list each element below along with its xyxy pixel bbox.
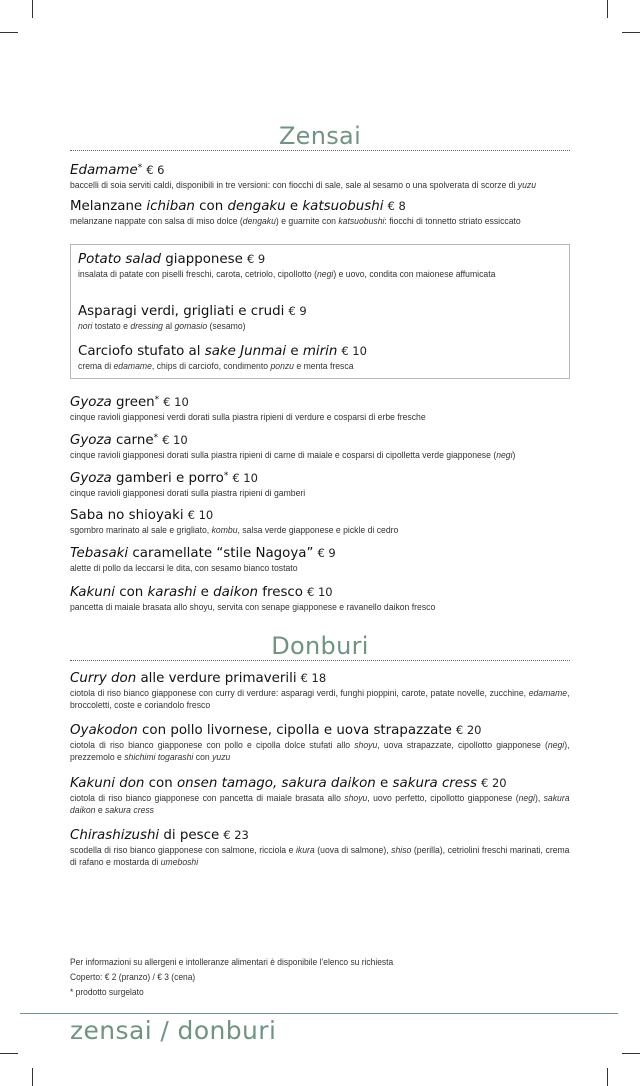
menu-item [70,775,570,817]
item-price: € 10 [341,344,367,358]
menu-item [70,545,570,575]
item-description: cinque ravioli giapponesi verdi dorati sulla piastra ripieni di verdure e cosparsi di erbe fresche [70,412,426,423]
item-name: Oyakodon con pollo livornese, cipolla e uova strapazzate € 20 [70,723,482,738]
item-name: Kakuni con karashi e daikon fresco € 10 [70,585,333,600]
frozen-note: * prodotto surgelato [70,986,144,997]
item-description: ciotola di riso bianco giapponese con pollo e cipolla dolce stufati allo shoyu, uova strapazzate, cipollotto giapponese (negi), prezzemolo e shichimi togarashi con yuzu [70,740,570,763]
menu-item [70,827,570,869]
menu-item [70,198,570,228]
featured-box [70,244,570,379]
section-divider [70,150,570,151]
crop-mark [32,0,33,18]
crop-mark [607,0,608,18]
item-description: scodella di riso bianco giapponese con salmone, ricciola e ikura (uova di salmone), shiso (perilla), cetriolini freschi marinati, crema di rafano e mostarda di umeboshi [70,845,570,868]
footer-divider [20,1013,618,1014]
item-name: Kakuni don con onsen tamago, sakura daikon e sakura cress € 20 [70,776,507,791]
item-name: Edamame* € 6 [70,163,165,178]
item-description: nori tostato e dressing al gomasio (sesamo) [78,321,246,332]
item-price: € 10 [187,508,214,522]
crop-mark [32,1068,33,1086]
item-description: cinque ravioli giapponesi dorati sulla piastra ripieni di carne di maiale e cosparsi di cipolletta verde giapponese (negi) [70,450,516,461]
item-name: Curry don alle verdure primaverili € 18 [70,671,327,686]
item-price: € 20 [481,776,507,790]
item-price: € 10 [162,433,188,447]
section-title-donburi: Donburi [271,632,369,660]
item-price: € 9 [317,546,336,560]
item-name: Gyoza green* € 10 [70,395,189,410]
cover-charge-note: Coperto: € 2 (pranzo) / € 3 (cena) [70,971,196,982]
item-price: € 8 [387,199,406,213]
item-name: Potato salad giapponese € 9 [78,252,266,267]
section-title-zensai: Zensai [278,122,362,150]
item-price: € 10 [306,585,333,599]
menu-item [70,722,570,764]
item-price: € 10 [232,471,258,485]
menu-item [70,468,570,500]
item-description: crema di edamame, chips di carciofo, condimento ponzu e menta fresca [78,361,354,372]
crop-mark [607,1068,608,1086]
item-description: melanzane nappate con salsa di miso dolce (dengaku) e guarnite con katsuobushi: fiocchi di tonnetto striato essiccato [70,216,521,227]
item-price: € 18 [300,671,327,685]
item-price: € 20 [455,723,482,737]
item-name: Carciofo stufato al sake Junmai e mirin € 10 [78,344,367,359]
crop-mark [622,1053,640,1054]
menu-item [78,303,564,333]
item-name: Gyoza gamberi e porro* € 10 [70,471,258,486]
crop-mark [0,32,18,33]
item-name: Saba no shioyaki € 10 [70,508,214,523]
allergen-note: Per informazioni su allergeni e intolleranze alimentari è disponibile l’elenco su richiesta [70,956,394,967]
menu-item [70,670,570,712]
crop-mark [622,32,640,33]
item-price: € 9 [288,304,307,318]
item-description: sgombro marinato al sale e grigliato, kombu, salsa verde giapponese e pickle di cedro [70,525,399,536]
menu-item [78,343,564,373]
section-divider [70,660,570,661]
menu-item [70,430,570,462]
menu-item [70,584,570,614]
item-price: € 10 [163,395,189,409]
page-footer-title: zensai / donburi [70,1016,277,1045]
item-name: Tebasaki caramellate “stile Nagoya” € 9 [70,546,336,561]
item-description: alette di pollo da leccarsi le dita, con sesamo bianco tostato [70,563,298,574]
menu-item [78,251,564,281]
menu-item [70,507,570,537]
item-description: ciotola di riso bianco giapponese con pancetta di maiale brasata allo shoyu, uovo perfetto, cipollotto giapponese (negi), sakura daikon e sakura cress [70,793,570,816]
item-description: cinque ravioli giapponesi dorati sulla piastra ripieni di gamberi [70,488,306,499]
item-description: baccelli di soia serviti caldi, disponibili in tre versioni: con fiocchi di sale, sale al sesamo o una spolverata di scorze di yuzu [70,180,537,191]
item-price: € 9 [246,252,266,266]
item-name: Melanzane ichiban con dengaku e katsuobushi € 8 [70,199,406,214]
item-description: pancetta di maiale brasata allo shoyu, servita con senape giapponese e ravanello daikon fresco [70,602,436,613]
item-name: Chirashizushi di pesce € 23 [70,828,249,843]
item-name: Gyoza carne* € 10 [70,433,188,448]
item-price: € 23 [223,828,249,842]
crop-mark [0,1053,18,1054]
menu-item [70,160,570,192]
item-name: Asparagi verdi, grigliati e crudi € 9 [78,304,307,319]
item-price: € 6 [146,163,165,177]
item-description: ciotola di riso bianco giapponese con curry di verdure: asparagi verdi, funghi pioppini, carote, patate novelle, zucchine, edamame, broccoletti, coste e coriandolo fresco [70,688,570,711]
menu-item [70,392,570,424]
item-description: insalata di patate con piselli freschi, carota, cetriolo, cipollotto (negi) e uovo, condita con maionese affumicata [78,269,496,280]
